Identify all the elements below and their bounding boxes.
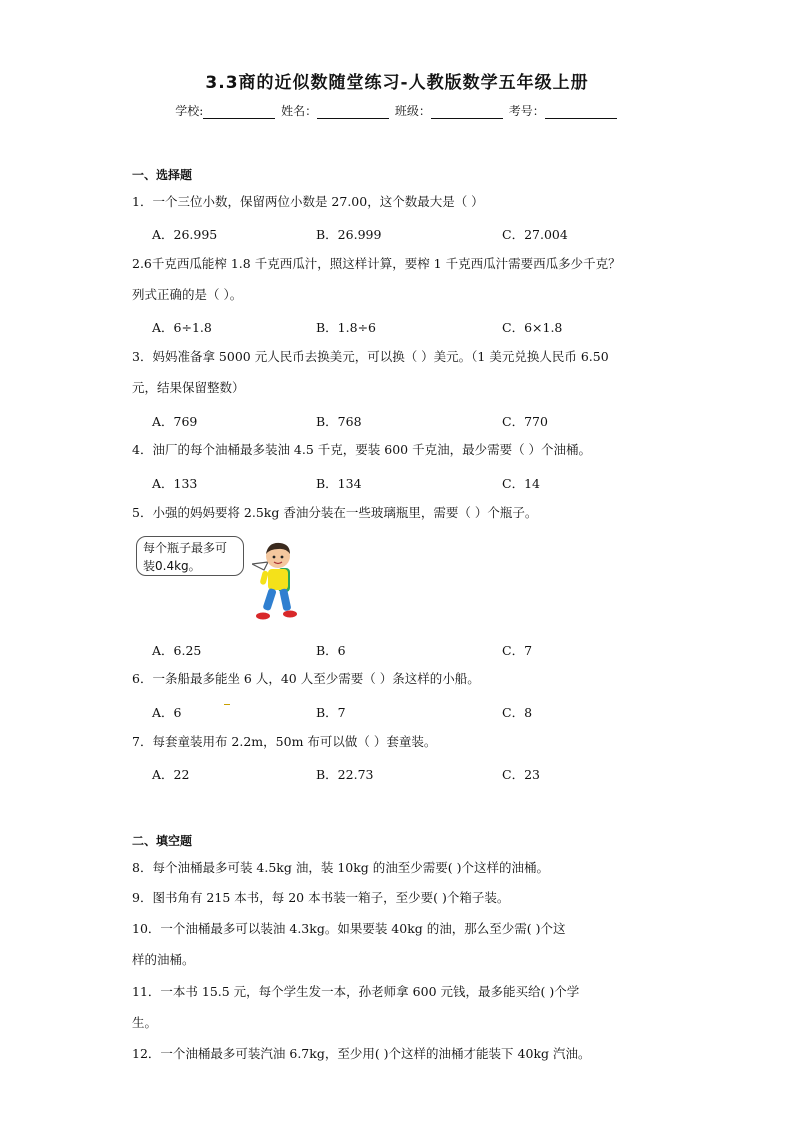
option-a[interactable]: A．769 — [152, 414, 198, 429]
boy-leg-left — [262, 588, 276, 611]
option-b[interactable]: B．1.8÷6 — [316, 320, 376, 335]
question-8: 8．每个油桶最多可装 4.5kg 油，装 10kg 的油至少需要( )个这样的油桶。 — [132, 860, 550, 875]
question-7: 7．每套童装用布 2.2m，50m 布可以做（ ）套童装。 — [132, 734, 437, 749]
section-choice: 一、选择题 — [132, 168, 193, 182]
name-label: 姓名： — [281, 104, 318, 118]
question-9: 9．图书角有 215 本书，每 20 本书装一箱子，至少要( )个箱子装。 — [132, 890, 510, 905]
question-2 — [132, 248, 672, 310]
option-c[interactable]: C．23 — [502, 767, 540, 782]
option-c[interactable]: C．7 — [502, 643, 533, 658]
question-5-options — [152, 641, 652, 661]
question-10-line1: 10．一个油桶最多可以装油 4.3kg。如果要装 40kg 的油，那么至少需( )个这 — [132, 921, 566, 936]
page-title: 3.3商的近似数随堂练习-人教版数学五年级上册 — [205, 73, 589, 93]
name-blank[interactable] — [317, 106, 389, 119]
number-label: 考号： — [508, 104, 545, 118]
option-a[interactable]: A．6 — [152, 705, 182, 720]
question-6: 6．一条船最多能坐 6 人，40 人至少需要（ ）条这样的小船。 — [132, 671, 480, 686]
boy-illustration — [252, 540, 302, 630]
question-2-line1: 2.6千克西瓜能榨 1.8 千克西瓜汁，照这样计算，要榨 1 千克西瓜汁需要西瓜多少千克？ — [132, 256, 621, 271]
option-b[interactable]: B．22.73 — [316, 767, 374, 782]
question-12: 12．一个油桶最多可装汽油 6.7kg，至少用( )个这样的油桶才能装下 40kg 汽油。 — [132, 1046, 591, 1061]
question-11 — [132, 976, 672, 1038]
question-3-line1: 3．妈妈准备拿 5000 元人民币去换美元，可以换（ ）美元。（1 美元兑换人民币 6.50 — [132, 349, 609, 364]
question-11-line1: 11．一本书 15.5 元，每个学生发一本，孙老师拿 600 元钱，最多能买给( )个学 — [132, 984, 580, 999]
number-blank[interactable] — [545, 106, 617, 119]
boy-shoe-left — [256, 613, 270, 620]
question-11-line2: 生。 — [132, 1015, 158, 1030]
class-label: 班级： — [394, 104, 431, 118]
boy-shoe-right — [283, 611, 297, 618]
class-blank[interactable] — [431, 106, 503, 119]
student-info-line — [0, 102, 794, 119]
question-6-options — [152, 703, 652, 723]
boy-eye-right — [281, 556, 284, 559]
option-b[interactable]: B．6 — [316, 643, 346, 658]
stray-mark — [224, 704, 230, 705]
option-c[interactable]: C．770 — [502, 414, 548, 429]
option-a[interactable]: A．22 — [152, 767, 190, 782]
option-b[interactable]: B．26.999 — [316, 227, 382, 242]
option-a[interactable]: A．6÷1.8 — [152, 320, 212, 335]
option-a[interactable]: A．133 — [152, 476, 198, 491]
school-blank[interactable] — [203, 106, 275, 119]
boy-leg-right — [279, 588, 291, 611]
bubble-tail — [252, 562, 268, 570]
option-b[interactable]: B．134 — [316, 476, 362, 491]
question-5: 5．小强的妈妈要将 2.5kg 香油分装在一些玻璃瓶里，需要（ ）个瓶子。 — [132, 505, 538, 520]
option-a[interactable]: A．6.25 — [152, 643, 202, 658]
option-c[interactable]: C．27.004 — [502, 227, 568, 242]
question-3 — [132, 341, 672, 403]
boy-arm-left — [259, 570, 268, 585]
boy-eye-left — [273, 556, 276, 559]
option-c[interactable]: C．6×1.8 — [502, 320, 563, 335]
boy-shirt — [268, 569, 288, 590]
option-b[interactable]: B．768 — [316, 414, 362, 429]
school-label: 学校: — [175, 104, 204, 118]
option-a[interactable]: A．26.995 — [152, 227, 218, 242]
question-3-options — [152, 412, 652, 432]
option-b[interactable]: B．7 — [316, 705, 346, 720]
section-fill: 二、填空题 — [132, 834, 193, 848]
option-c[interactable]: C．14 — [502, 476, 540, 491]
option-c[interactable]: C．8 — [502, 705, 533, 720]
speech-bubble: 每个瓶子最多可装0.4kg。 — [136, 536, 244, 576]
question-1-options — [152, 225, 652, 245]
question-4-options — [152, 474, 652, 494]
question-10-line2: 样的油桶。 — [132, 952, 195, 967]
question-2-line2: 列式正确的是（ ）。 — [132, 287, 243, 302]
question-2-options — [152, 318, 652, 338]
question-1: 1．一个三位小数，保留两位小数是 27.00，这个数最大是（ ） — [132, 194, 484, 209]
question-3-line2: 元，结果保留整数） — [132, 380, 245, 395]
question-7-options — [152, 765, 652, 785]
question-4: 4．油厂的每个油桶最多装油 4.5 千克，要装 600 千克油，最少需要（ ）个油桶。 — [132, 442, 592, 457]
question-10 — [132, 913, 672, 975]
